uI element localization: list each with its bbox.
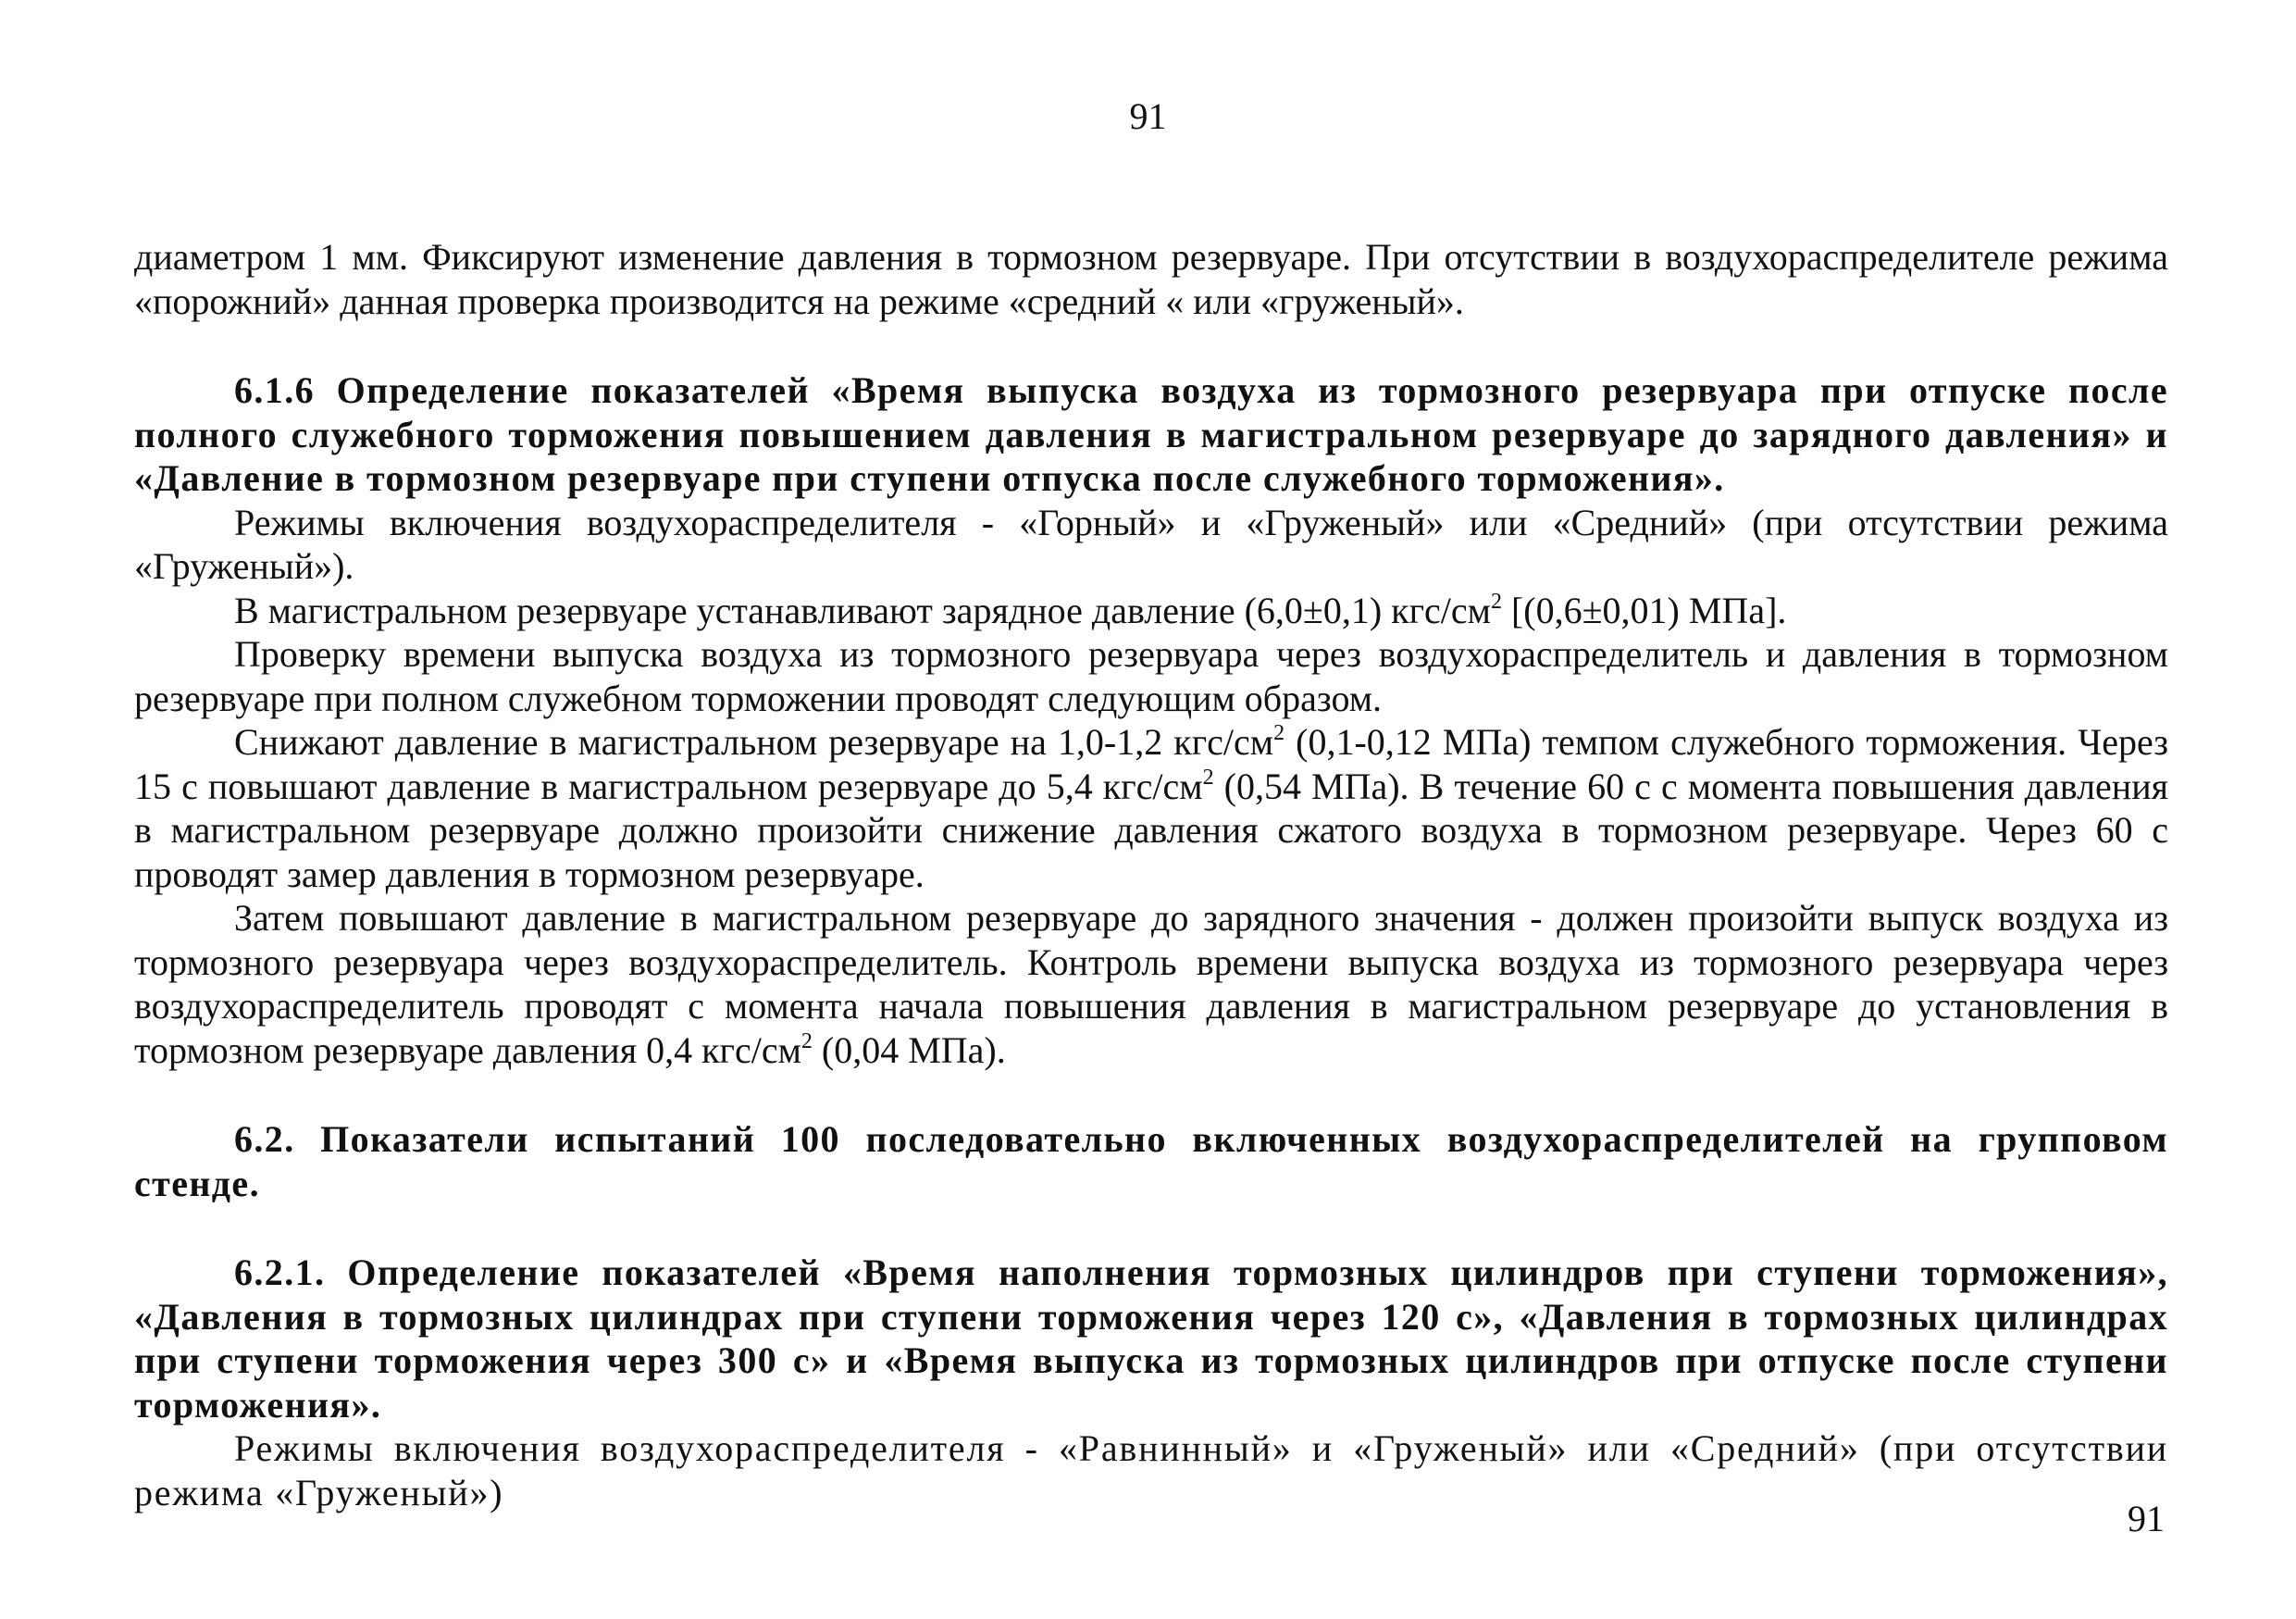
document-body [134,235,2168,1514]
superscript: 2 [800,1028,813,1053]
section-6-1-6-charge-pressure [134,589,2168,633]
page-number-top: 91 [1129,95,1167,137]
section-6-1-6-modes: Режимы включения воздухораспределителя - «Горный» и «Груженый» или «Средний» (при отсутствии режима «Груженый»). [134,501,2168,587]
superscript: 2 [1273,721,1285,745]
section-6-2-1-heading: 6.2.1. Определение показателей «Время наполнения тормозных цилиндров при ступени торможения», «Давления в тормозных цилиндрах при ступени торможения через 120 с», «Давления в тормозных цилиндрах при ступени торможения через 300 с» и «Время выпуска из тормозных цилиндров при отпуске после ступени торможения». [134,1252,2168,1426]
text-span: (0,04 МПа). [812,1028,1006,1071]
section-6-2-heading: 6.2. Показатели испытаний 100 последовательно включенных воздухораспределителей на групповом стенде. [134,1118,2168,1204]
text-span: [(0,6±0,01) МПа]. [1501,589,1787,631]
text-span: (0,54 МПа). В течение 60 с с момента повышения давления в магистральном резервуаре должно произойти снижение давления сжатого воздуха в тормозном резервуаре. Через 60 с проводят замер давления в тормозном резервуаре. [134,765,2169,895]
paragraph-continuation: диаметром 1 мм. Фиксируют изменение давления в тормозном резервуаре. При отсутствии в воздухораспределителе режима «порожний» данная проверка производится на режиме «средний « или «груженый». [134,236,2168,322]
section-6-1-6-procedure-intro: Проверку времени выпуска воздуха из тормозного резервуара через воздухораспределитель и давления в тормозном резервуаре при полном служебном торможении проводят следующим образом. [134,633,2168,719]
section-6-1-6-heading: 6.1.6 Определение показателей «Время выпуска воздуха из тормозного резервуара при отпуске после полного служебного торможения повышением давления в магистральном резервуаре до зарядного давления» и «Давление в тормозном резервуаре при ступени отпуска после служебного торможения». [134,369,2168,499]
section-6-2-1-modes: Режимы включения воздухораспределителя - «Равнинный» и «Груженый» или «Средний» (при отсутствии режима «Груженый») [134,1427,2168,1513]
text-span: В магистральном резервуаре устанавливают зарядное давление (6,0±0,1) кгс/см [234,589,1491,631]
superscript: 2 [1490,589,1502,614]
text-span: (0,1-0,12 МПа) темпом служебного торможения. Через 15 с повышают давление в магистральном резервуаре до 5,4 кгс/см [134,721,2168,807]
text-span: Затем повышают давление в магистральном резервуаре до зарядного значения - должен произойти выпуск воздуха из тормозного резервуара через воздухораспределитель. Контроль времени выпуска воздуха из тормозного резервуара через воздухораспределитель проводят с момента начала повышения давления в магистральном резервуаре до установления в тормозном резервуаре давления 0,4 кгс/см [134,897,2168,1071]
section-6-1-6-release-control [134,896,2168,1072]
page-number-bottom: 91 [2128,1498,2165,1539]
text-span: Снижают давление в магистральном резервуаре на 1,0-1,2 кгс/см [234,721,1274,763]
section-6-1-6-procedure-steps [134,720,2168,896]
superscript: 2 [1202,765,1214,790]
